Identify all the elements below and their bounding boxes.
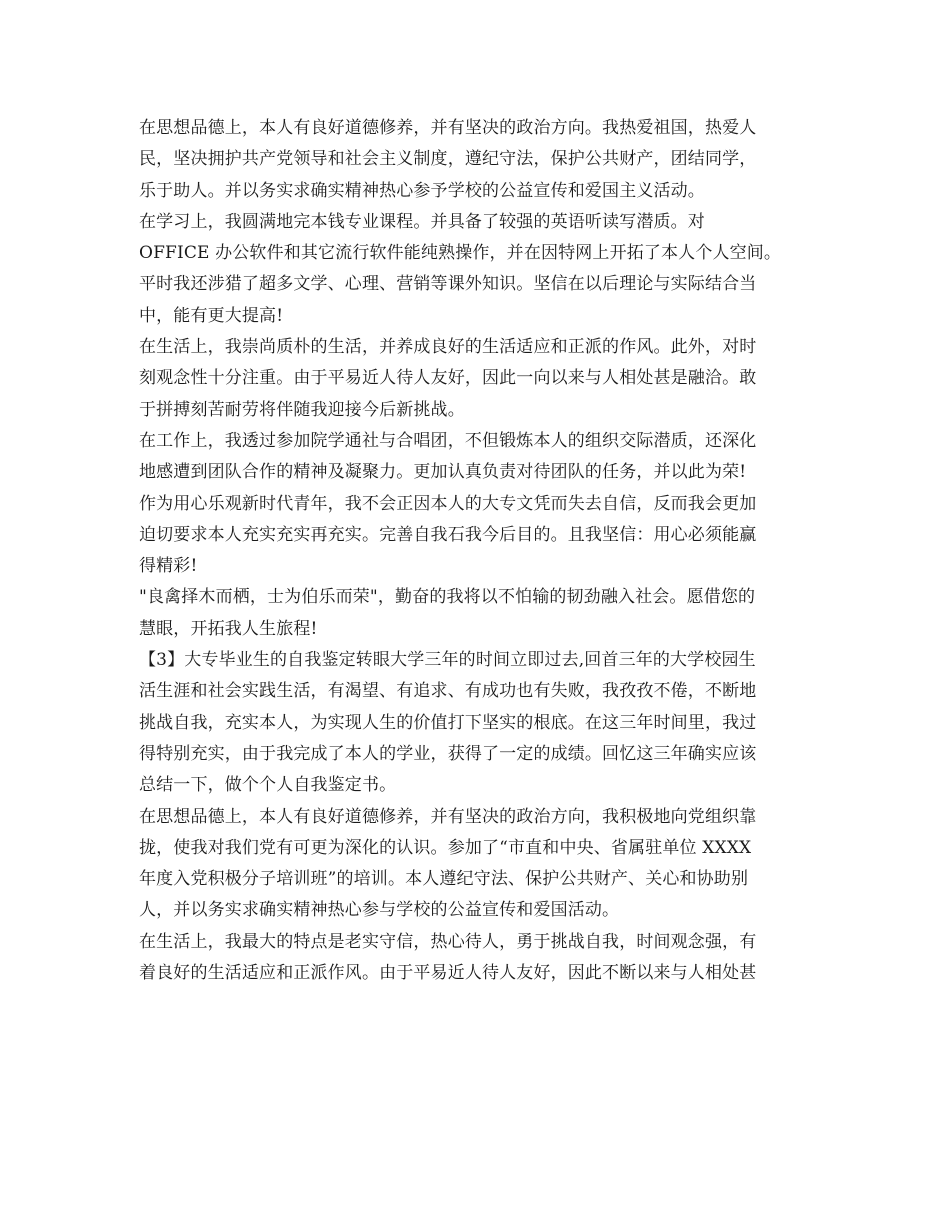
text-line: 作为用心乐观新时代青年，我不会正因本人的大专文凭而失去自信，反而我会更加 — [139, 493, 757, 514]
text-line: 【3】大专毕业生的自我鉴定转眼大学三年的时间立即过去,回首三年的大学校园生 — [139, 650, 756, 671]
text-line: 在生活上，我最大的特点是老实守信，热心待人，勇于挑战自我，时间观念强，有 — [139, 931, 757, 952]
text-line: 平时我还涉猎了超多文学、心理、营销等课外知识。坚信在以后理论与实际结合当 — [139, 274, 757, 295]
text-line: 慧眼，开拓我人生旅程! — [139, 618, 318, 639]
text-line: 于拼搏刻苦耐劳将伴随我迎接今后新挑战。 — [139, 399, 465, 420]
text-line: 民，坚决拥护共产党领导和社会主义制度，遵纪守法，保护公共财产，团结同学， — [139, 149, 757, 170]
text-line: 拢，使我对我们党有可更为深化的认识。参加了“市直和中央、省属驻单位 XXXX — [139, 837, 752, 858]
text-line: 得精彩! — [139, 556, 198, 577]
text-line: 刻观念性十分注重。由于平易近人待人友好，因此一向以来与人相处甚是融洽。敢 — [139, 368, 757, 389]
text-line: 人，并以务实求确实精神热心参与学校的公益宣传和爱国活动。 — [139, 900, 620, 921]
text-line: 中，能有更大提高! — [139, 305, 284, 326]
text-line: 总结一下，做个个人自我鉴定书。 — [139, 775, 397, 796]
text-line: 挑战自我，充实本人，为实现人生的价值打下坚实的根底。在这三年时间里，我过 — [139, 712, 757, 733]
text-line: OFFICE 办公软件和其它流行软件能纯熟操作，并在因特网上开拓了本人个人空间。 — [139, 243, 782, 264]
text-line: 在思想品德上，本人有良好道德修养，并有坚决的政治方向。我热爱祖国，热爱人 — [139, 118, 757, 138]
text-line: 在学习上，我圆满地完本钱专业课程。并具备了较强的英语听读写潜质。对 — [139, 211, 705, 232]
text-line: 着良好的生活适应和正派作风。由于平易近人待人友好，因此不断以来与人相处甚 — [139, 963, 757, 984]
text-line: "良禽择木而栖，士为伯乐而荣"，勤奋的我将以不怕输的韧劲融入社会。愿借您的 — [139, 587, 756, 608]
text-line: 乐于助人。并以务实求确实精神热心参予学校的公益宣传和爱国主义活动。 — [139, 180, 705, 201]
text-line: 在生活上，我崇尚质朴的生活，并养成良好的生活适应和正派的作风。此外，对时 — [139, 337, 757, 358]
text-line: 迫切要求本人充实充实再充实。完善自我石我今后目的。且我坚信：用心必须能赢 — [139, 524, 757, 545]
text-line: 活生涯和社会实践生活，有渴望、有追求、有成功也有失败，我孜孜不倦，不断地 — [139, 681, 757, 702]
document-body — [139, 113, 829, 989]
text-line: 地感遭到团队合作的精神及凝聚力。更加认真负责对待团队的任务，并以此为荣! — [139, 462, 747, 483]
text-line: 在思想品德上，本人有良好道德修养，并有坚决的政治方向，我积极地向党组织靠 — [139, 806, 757, 827]
text-line: 在工作上，我透过参加院学通社与合唱团，不但锻炼本人的组织交际潜质，还深化 — [139, 430, 757, 451]
text-line: 年度入党积极分子培训班”的培训。本人遵纪守法、保护公共财产、关心和协助别 — [139, 869, 749, 890]
text-line: 得特别充实，由于我完成了本人的学业，获得了一定的成绩。回忆这三年确实应该 — [139, 743, 757, 764]
